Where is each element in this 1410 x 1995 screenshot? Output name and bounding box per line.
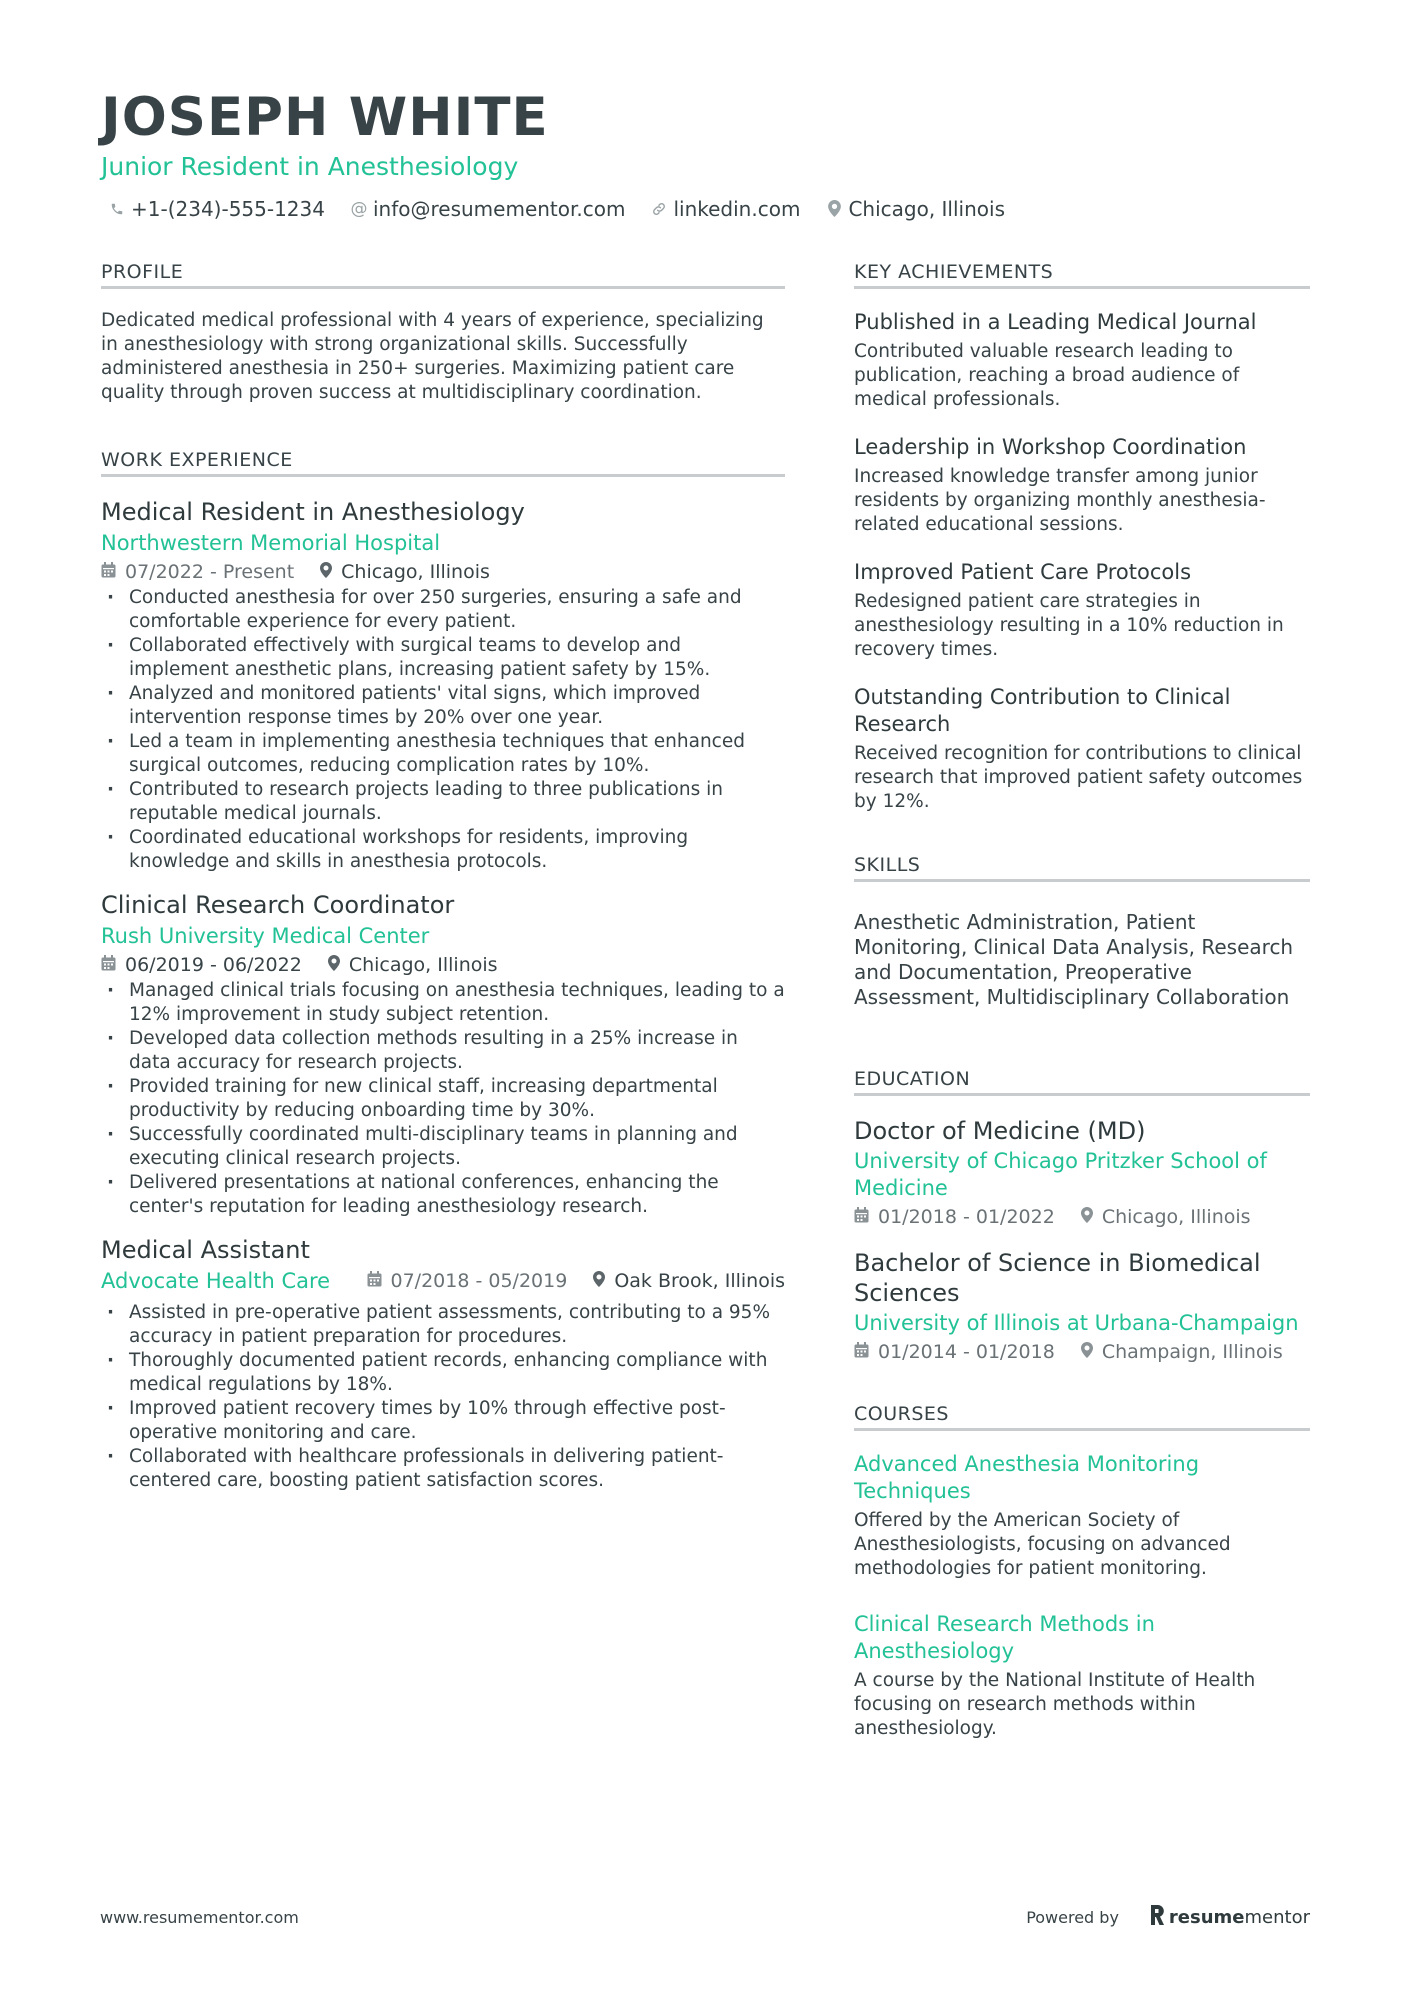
job-entry [101, 890, 785, 1219]
linkedin-text: linkedin.com [673, 196, 801, 221]
job-location-text: Chicago, Illinois [348, 953, 498, 976]
job-bullet: · Led a team in implementing anesthesia techniques that enhanced surgical outcomes, reducing complication rates by 10%. [101, 730, 785, 778]
candidate-name: JOSEPH WHITE [101, 87, 549, 148]
job-location [593, 1270, 785, 1292]
job-org-row [101, 1267, 785, 1295]
profile-text: Dedicated medical professional with 4 years of experience, specializing in anesthesiology with strong organizational skills. Successfully administered anesthesia in 250+ surgeries. Maximizing patient care quality through proven success at multidisciplinary coordination. [101, 309, 764, 403]
job-bullet: · Delivered presentations at national conferences, enhancing the center's reputation for leading anesthesiology research. [101, 1171, 785, 1219]
job-organization: Rush University Medical Center [101, 923, 430, 948]
contact-email[interactable] [351, 197, 625, 221]
education-item [854, 1116, 1310, 1228]
phone-icon [109, 200, 125, 218]
education-item [854, 1248, 1310, 1363]
job-bullet: · Provided training for new clinical staff, increasing departmental productivity by reducing onboarding time by 30%. [101, 1075, 785, 1123]
left-column [101, 261, 785, 1775]
achievement-item [854, 434, 1310, 537]
job-entry [101, 497, 785, 874]
education-location [1081, 1341, 1283, 1363]
job-bullet: · Assisted in pre-operative patient assessments, contributing to a 95% accuracy in patient preparation for procedures. [101, 1301, 785, 1349]
education-school: University of Chicago Pritzker School of Medicine [854, 1148, 1267, 1200]
link-icon [651, 200, 667, 218]
education-degree: Bachelor of Science in Biomedical Sciences [854, 1248, 1261, 1307]
location-pin-icon [1081, 1206, 1093, 1228]
job-bullet: · Analyzed and monitored patients' vital signs, which improved intervention response times by 20% over one year. [101, 682, 785, 730]
achievement-desc: Redesigned patient care strategies in anesthesiology resulting in a 10% reduction in recovery times. [854, 590, 1284, 660]
job-organization: Advocate Health Care [101, 1268, 331, 1293]
job-bullet: · Developed data collection methods resulting in a 25% increase in data accuracy for research projects. [101, 1027, 785, 1075]
job-meta [367, 1270, 786, 1292]
achievement-item [854, 559, 1310, 662]
contact-phone [109, 197, 325, 221]
job-bullet: · Conducted anesthesia for over 250 surgeries, ensuring a safe and comfortable experience for every patient. [101, 586, 785, 634]
brand-name-bold: resume [1168, 1907, 1245, 1928]
education-dates [854, 1341, 1055, 1363]
location-text: Chicago, Illinois [848, 196, 1005, 221]
education-location [1081, 1206, 1251, 1228]
profile-section [101, 261, 785, 405]
job-dates-text: 06/2019 - 06/2022 [125, 953, 302, 976]
achievement-desc: Contributed valuable research leading to publication, reaching a broad audience of medical professionals. [854, 340, 1240, 410]
job-dates [101, 954, 302, 976]
phone-text: +1-(234)-555-1234 [131, 196, 325, 221]
location-pin-icon [320, 561, 332, 583]
brand-logo[interactable] [1149, 1905, 1310, 1930]
education-location-text: Chicago, Illinois [1101, 1205, 1251, 1228]
location-pin-icon [328, 954, 340, 976]
job-bullet: · Improved patient recovery times by 10% through effective post-operative monitoring and care. [101, 1397, 785, 1445]
resume-columns [101, 261, 1310, 1775]
job-meta [101, 561, 785, 583]
contact-bar [101, 197, 1310, 221]
job-organization: Northwestern Memorial Hospital [101, 530, 441, 555]
resume-header [101, 87, 1310, 221]
location-pin-icon [593, 1270, 605, 1292]
job-role: Medical Assistant [101, 1235, 310, 1264]
calendar-icon [101, 954, 116, 976]
calendar-icon [854, 1206, 869, 1228]
education-location-text: Champaign, Illinois [1101, 1340, 1283, 1363]
resumementor-logo-icon [1149, 1905, 1165, 1930]
job-bullets [101, 586, 785, 874]
job-location [328, 954, 498, 976]
education-dates-text: 01/2014 - 01/2018 [878, 1340, 1055, 1363]
achievement-desc: Increased knowledge transfer among junior residents by organizing monthly anesthesia-related educational sessions. [854, 465, 1266, 535]
skills-text: Anesthetic Administration, Patient Monitoring, Clinical Data Analysis, Research and Documentation, Preoperative Assessment, Multidisciplinary Collaboration [854, 909, 1294, 1009]
course-desc: A course by the National Institute of Health focusing on research methods within anesthesiology. [854, 1669, 1256, 1739]
achievement-item [854, 684, 1310, 814]
job-location-text: Chicago, Illinois [341, 560, 490, 583]
right-column [854, 261, 1310, 1775]
job-bullet: · Thoroughly documented patient records, enhancing compliance with medical regulations by 18%. [101, 1349, 785, 1397]
page-footer [100, 1905, 1310, 1930]
job-meta [101, 954, 785, 976]
achievements-section [854, 261, 1310, 814]
education-heading: EDUCATION [854, 1068, 1310, 1096]
education-meta [854, 1341, 1310, 1363]
footer-url[interactable]: www.resumementor.com [100, 1908, 299, 1927]
skills-heading: SKILLS [854, 854, 1310, 882]
education-degree: Doctor of Medicine (MD) [854, 1116, 1146, 1145]
skills-section [854, 854, 1310, 1010]
calendar-icon [367, 1270, 382, 1292]
job-bullets [101, 979, 785, 1219]
experience-section [101, 449, 785, 1493]
candidate-title: Junior Resident in Anesthesiology [101, 151, 519, 181]
job-role: Medical Resident in Anesthesiology [101, 497, 525, 526]
powered-by [1026, 1905, 1310, 1930]
course-item [854, 1611, 1310, 1741]
achievement-title: Published in a Leading Medical Journal [854, 309, 1257, 334]
course-title: Clinical Research Methods in Anesthesiology [854, 1611, 1155, 1663]
contact-linkedin[interactable] [651, 197, 800, 221]
job-dates-text: 07/2018 - 05/2019 [390, 1269, 568, 1292]
job-bullet: · Managed clinical trials focusing on anesthesia techniques, leading to a 12% improvement in study subject retention. [101, 979, 785, 1027]
achievement-desc: Received recognition for contributions to clinical research that improved patient safety outcomes by 12%. [854, 742, 1303, 812]
course-desc: Offered by the American Society of Anesthesiologists, focusing on advanced methodologies for patient monitoring. [854, 1509, 1231, 1579]
location-pin-icon [826, 200, 842, 218]
course-item [854, 1451, 1310, 1581]
job-location [320, 561, 490, 583]
profile-heading: PROFILE [101, 261, 785, 289]
job-dates [367, 1270, 568, 1292]
at-icon: @ [350, 198, 368, 219]
job-bullet: · Successfully coordinated multi-disciplinary teams in planning and executing clinical research projects. [101, 1123, 785, 1171]
email-text: info@resumementor.com [372, 196, 626, 221]
education-dates-text: 01/2018 - 01/2022 [878, 1205, 1055, 1228]
brand-name-light: mentor [1244, 1907, 1310, 1928]
achievement-item [854, 309, 1310, 412]
job-entry [101, 1235, 785, 1493]
achievement-title: Leadership in Workshop Coordination [854, 434, 1247, 459]
courses-heading: COURSES [854, 1403, 1310, 1431]
powered-by-label: Powered by [1026, 1908, 1119, 1927]
job-bullet: · Collaborated effectively with surgical teams to develop and implement anesthetic plans, increasing patient safety by 15%. [101, 634, 785, 682]
job-location-text: Oak Brook, Illinois [614, 1269, 785, 1292]
education-school: University of Illinois at Urbana-Champaign [854, 1310, 1299, 1335]
job-dates-text: 07/2022 - Present [125, 560, 295, 583]
courses-section [854, 1403, 1310, 1741]
education-dates [854, 1206, 1055, 1228]
achievement-title: Outstanding Contribution to Clinical Research [854, 684, 1231, 736]
achievement-title: Improved Patient Care Protocols [854, 559, 1192, 584]
experience-heading: WORK EXPERIENCE [101, 449, 785, 477]
job-bullet: · Coordinated educational workshops for residents, improving knowledge and skills in anesthesia protocols. [101, 826, 785, 874]
job-bullet: · Contributed to research projects leading to three publications in reputable medical journals. [101, 778, 785, 826]
achievements-heading: KEY ACHIEVEMENTS [854, 261, 1310, 289]
job-bullet: · Collaborated with healthcare professionals in delivering patient-centered care, boosting patient satisfaction scores. [101, 1445, 785, 1493]
education-section [854, 1068, 1310, 1363]
course-title: Advanced Anesthesia Monitoring Techniques [854, 1451, 1200, 1503]
calendar-icon [101, 561, 116, 583]
job-bullets [101, 1301, 785, 1493]
contact-location [826, 197, 1005, 221]
calendar-icon [854, 1341, 869, 1363]
location-pin-icon [1081, 1341, 1093, 1363]
education-meta [854, 1206, 1310, 1228]
job-role: Clinical Research Coordinator [101, 890, 455, 919]
job-dates [101, 561, 294, 583]
